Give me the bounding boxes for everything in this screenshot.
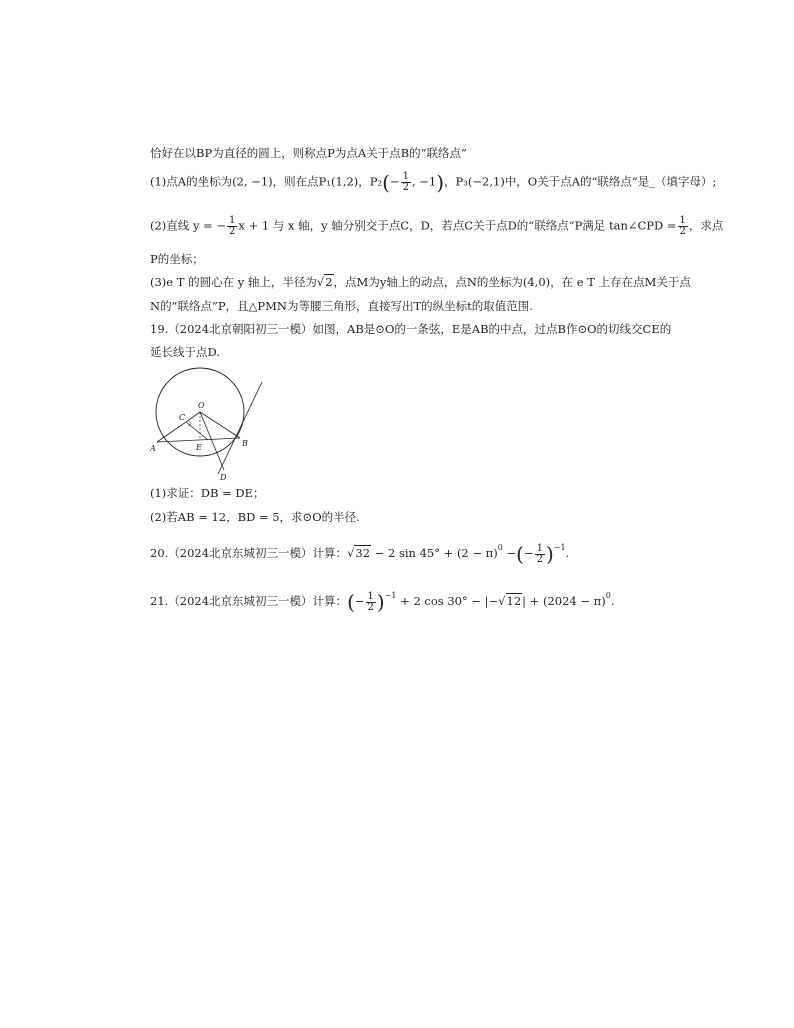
text: x + 1 与 x 轴，y 轴分别交于点C，D，若点C关于点D的“联络点”P满足 tan∠CPD =	[238, 218, 677, 233]
text: −	[502, 546, 517, 560]
fraction: $\frac{1}{2}$	[367, 590, 374, 613]
q21: 21.（2024北京东城初三一模）计算：(− $\frac{1}{2}$ )$^{-1}$ + 2 $\cos 30^\circ - |-√12| + (2024 - \pi)^0$.	[150, 590, 615, 614]
q18-part1: (1)点A的坐标为(2, −1)，则在点P₁(1,2)，P₂(− $\frac{1}{2}$ , −1)，P₃(−2,1)中，O关于点A的“联络点”是_（填字母）;	[150, 170, 717, 195]
text: .	[610, 594, 615, 608]
question-text: 延长线于点D.	[150, 345, 220, 359]
radicand: 32	[355, 546, 371, 560]
question-text: (2)若AB = 12，BD = 5，求⊙O的半径.	[150, 510, 360, 524]
part-label: (3)	[150, 275, 167, 289]
fraction: $\frac{1}{2}$	[229, 215, 236, 237]
text: + 2 cos 30° − |−	[396, 594, 499, 608]
segment-od	[200, 412, 224, 470]
text: ，求点	[688, 218, 724, 233]
exponent: −1	[553, 543, 566, 552]
intro-text: 恰好在以BP为直径的圆上，则称点P为点A关于点B的“联络点”	[150, 146, 467, 160]
text: ，则在点	[272, 174, 319, 189]
text: .	[565, 546, 570, 560]
q19-header-cont	[150, 344, 720, 360]
q19-part2	[150, 509, 720, 525]
radicand: 2	[325, 275, 333, 289]
segment-oc	[186, 412, 200, 422]
exponent: 0	[605, 591, 611, 600]
text: | + (2024 − π)	[522, 594, 606, 608]
segment-ob	[200, 412, 240, 438]
text: N的“联络点”P，且△PMN为等腰三角形，直接写出T的纵坐标t的取值范围.	[150, 299, 533, 313]
part-label: (1)	[150, 174, 167, 189]
point-p2-rest: , −1	[411, 174, 437, 189]
text: 直线 y = −	[166, 218, 227, 233]
question-text: 19.（2024北京朝阳初三一模）如图，AB是⊙O的一条弦，E是AB的中点，过点B作⊙O的切线交CE的	[150, 322, 672, 336]
q18-part3: (3)e T 的圆心在 y 轴上，半径为√2，点M为y轴上的动点，点N的坐标为(4,0)，在 e T 上存在点M关于点	[150, 275, 691, 289]
q19-part1	[150, 485, 720, 501]
question-text: (1)求证：DB = DE；	[150, 486, 265, 500]
q19-header	[150, 321, 720, 337]
label-o: O	[198, 401, 205, 410]
question-text: 21.（2024北京东城初三一模）计算：	[150, 594, 348, 608]
segment-ce	[186, 422, 208, 440]
geometry-figure	[150, 366, 270, 482]
point-p2-prefix: ，P₂	[358, 174, 383, 189]
label-d: D	[220, 473, 227, 482]
exponent: −1	[384, 591, 397, 600]
part-label: (2)	[150, 218, 167, 233]
segment-ca	[157, 422, 186, 442]
q18-part3-cont	[150, 298, 720, 314]
text: 点A的坐标为	[166, 174, 233, 189]
label-c: C	[179, 413, 186, 422]
q18-part2	[150, 215, 724, 237]
coord: (2, −1)	[232, 174, 273, 189]
q20: 20.（2024北京东城初三一模）计算：√32 − 2 $\sin 45^\circ + (2 - \pi)^0$ −(− $\frac{1}{2}$ )$^{-1}$.	[150, 542, 570, 566]
text: − 2 sin 45° + (2 − π)	[371, 546, 498, 560]
label-e: E	[196, 443, 202, 452]
intro-line	[150, 145, 720, 161]
text: P的坐标；	[150, 252, 204, 266]
text: e T 的圆心在 y 轴上，半径为	[166, 275, 317, 289]
label-a: A	[150, 444, 156, 453]
exponent: 0	[497, 543, 503, 552]
text: ，点M为y轴上的动点，点N的坐标为(4,0)，在 e T 上存在点M关于点	[333, 275, 691, 289]
chord-ab	[157, 438, 240, 442]
radicand: 12	[506, 594, 522, 608]
q18-part2-cont	[150, 251, 720, 267]
point-p3: ，P₃(−2,1)	[444, 174, 505, 189]
label-b: B	[242, 439, 248, 448]
fraction: $\frac{1}{2}$	[679, 215, 686, 237]
fraction: $\frac{1}{2}$	[402, 171, 409, 193]
question-text: 20.（2024北京东城初三一模）计算：	[150, 546, 348, 560]
text: 中，O关于点A的“联络点”是_（填字母）;	[504, 174, 717, 189]
fraction: $\frac{1}{2}$	[536, 542, 543, 565]
point-p1: P₁(1,2)	[318, 174, 359, 189]
